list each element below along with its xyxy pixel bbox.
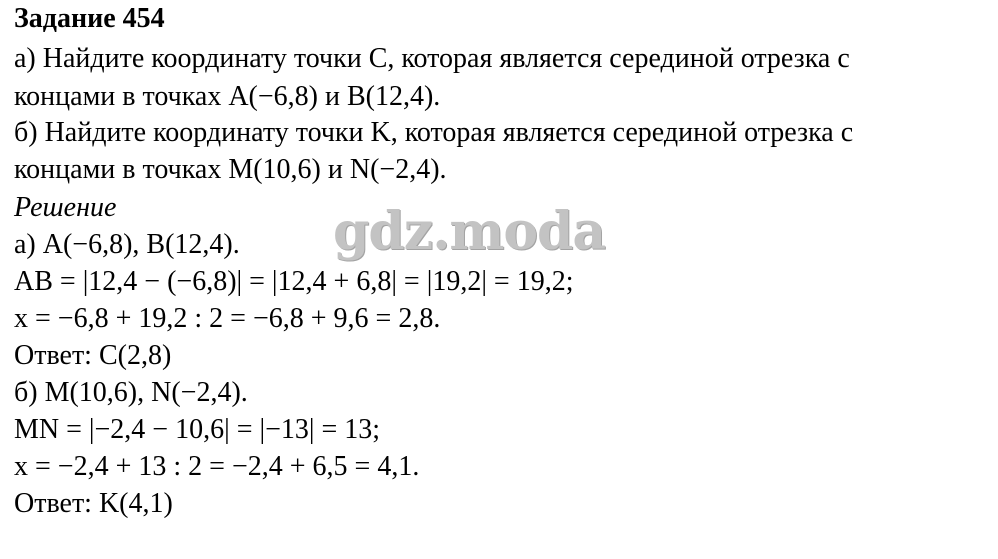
task-title: Задание 454: [14, 3, 165, 34]
solution-a-length: AB = |12,4 − (−6,8)| = |12,4 + 6,8| = |19,2| = 19,2;: [14, 266, 574, 297]
task-part-b-line1: б) Найдите координату точки K, которая является серединой отрезка с: [14, 117, 854, 148]
solution-b-length: MN = |−2,4 − 10,6| = |−13| = 13;: [14, 414, 381, 445]
solution-heading: Решение: [14, 192, 117, 223]
solution-b-points: б) M(10,6), N(−2,4).: [14, 377, 248, 408]
task-part-a-line1: а) Найдите координату точки C, которая является серединой отрезка с: [14, 43, 850, 74]
solution-a-points: а) A(−6,8), B(12,4).: [14, 229, 240, 260]
task-part-b-line2: концами в точках M(10,6) и N(−2,4).: [14, 154, 447, 185]
task-part-a-line2: концами в точках A(−6,8) и B(12,4).: [14, 81, 441, 112]
watermark: gdz.moda: [333, 201, 606, 262]
solution-a-x: x = −6,8 + 19,2 : 2 = −6,8 + 9,6 = 2,8.: [14, 303, 441, 334]
solution-b-answer: Ответ: K(4,1): [14, 488, 173, 519]
solution-b-x: x = −2,4 + 13 : 2 = −2,4 + 6,5 = 4,1.: [14, 451, 420, 482]
solution-a-answer: Ответ: C(2,8): [14, 340, 172, 371]
